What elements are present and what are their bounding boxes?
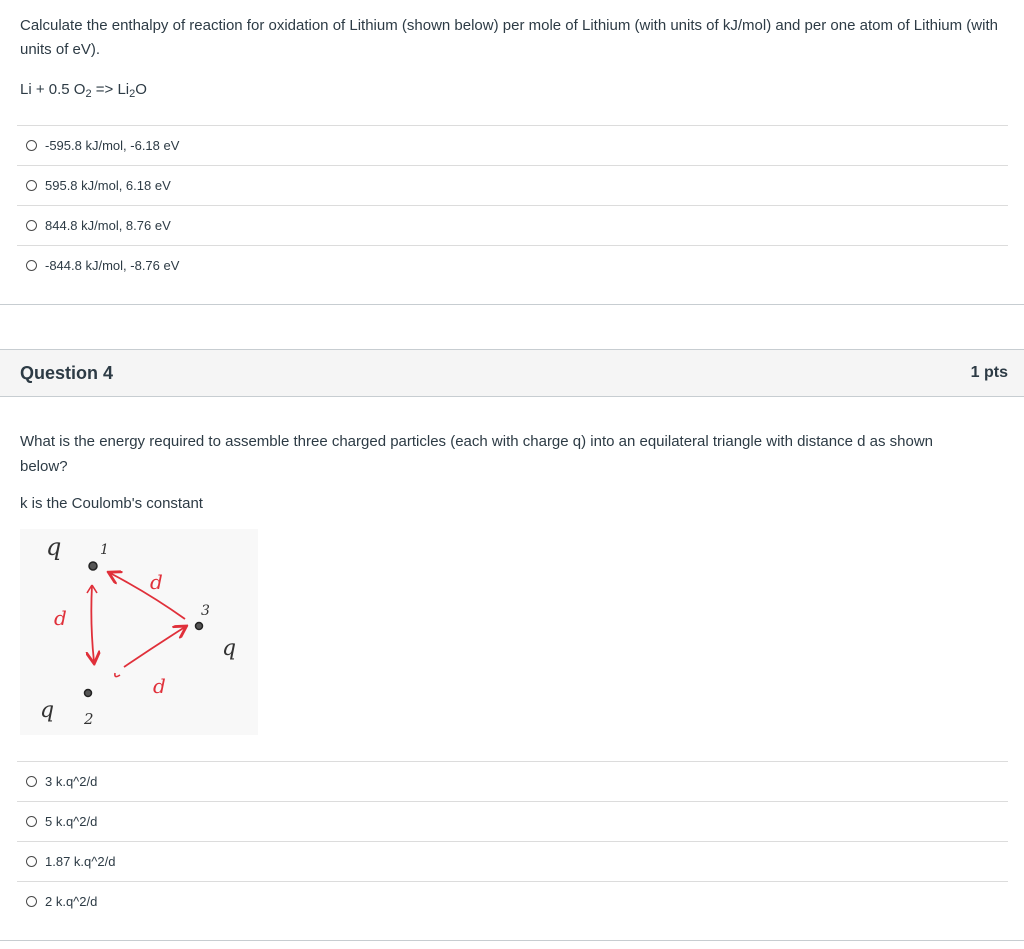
- radio-button[interactable]: [26, 856, 37, 867]
- arrow-tail-mark: [115, 673, 120, 677]
- diagram-svg: [20, 529, 258, 735]
- question-divider: [0, 940, 1024, 941]
- answer-option[interactable]: [17, 761, 1008, 801]
- arrow-3-to-1: [110, 573, 185, 619]
- radio-button[interactable]: [26, 180, 37, 191]
- triangle-charge-diagram: [20, 529, 258, 735]
- answer-option[interactable]: [17, 165, 1008, 205]
- question-3-prompt: Calculate the enthalpy of reaction for oxidation of Lithium (shown below) per mole of Lithium (with units of kJ/mol) and per one atom of Lithium (with units of eV).: [20, 17, 998, 58]
- reaction-equation: [20, 78, 147, 102]
- equation-part-3: O: [135, 81, 147, 98]
- equation-part-2: => Li: [91, 81, 130, 98]
- label-d-top: d: [150, 570, 163, 594]
- equation-subscript-2: 2: [129, 88, 136, 100]
- question-divider: [0, 304, 1024, 305]
- answer-option[interactable]: [17, 801, 1008, 841]
- label-q2: q: [40, 698, 55, 723]
- radio-button[interactable]: [26, 816, 37, 827]
- radio-button[interactable]: [26, 776, 37, 787]
- particle-2: [85, 690, 92, 697]
- label-n2: 2: [84, 710, 94, 728]
- label-n1: 1: [100, 542, 109, 558]
- equation-subscript-1: 2: [85, 88, 92, 100]
- question-4-prompt: What is the energy required to assemble three charged particles (each with charge q) into an equilateral triangle with distance d as shown below?: [20, 433, 934, 475]
- answer-label: 5 k.q^2/d: [45, 814, 98, 829]
- answer-label: 595.8 kJ/mol, 6.18 eV: [45, 178, 171, 193]
- answer-option[interactable]: [17, 245, 1008, 285]
- label-q1: q: [46, 533, 62, 561]
- radio-button[interactable]: [26, 260, 37, 271]
- equation-part-1: Li + 0.5 O: [20, 81, 86, 98]
- label-d-left: d: [54, 606, 67, 630]
- radio-button[interactable]: [26, 220, 37, 231]
- particle-3: [196, 623, 203, 630]
- question-4-title: Question 4: [20, 363, 114, 383]
- arrow-2-to-3: [124, 627, 185, 667]
- radio-button[interactable]: [26, 896, 37, 907]
- label-q3: q: [222, 636, 237, 661]
- answer-option[interactable]: [17, 881, 1008, 921]
- radio-button[interactable]: [26, 140, 37, 151]
- question-4-header: [0, 349, 1024, 397]
- answer-option[interactable]: [17, 125, 1008, 165]
- answer-label: -844.8 kJ/mol, -8.76 eV: [45, 258, 180, 273]
- answer-option[interactable]: [17, 205, 1008, 245]
- answer-label: -595.8 kJ/mol, -6.18 eV: [45, 138, 180, 153]
- arrow-1-to-2: [91, 585, 94, 662]
- label-d-bottom: d: [153, 674, 166, 698]
- answer-option[interactable]: [17, 841, 1008, 881]
- question-4-answers: [17, 761, 1008, 921]
- label-n3: 3: [201, 603, 210, 619]
- question-4-points: 1 pts: [970, 364, 1008, 381]
- question-3-answers: [17, 125, 1008, 285]
- answer-label: 844.8 kJ/mol, 8.76 eV: [45, 218, 171, 233]
- answer-label: 3 k.q^2/d: [45, 774, 98, 789]
- answer-label: 1.87 k.q^2/d: [45, 854, 116, 869]
- answer-label: 2 k.q^2/d: [45, 894, 98, 909]
- particle-1: [89, 562, 97, 570]
- coulomb-constant-note: k is the Coulomb's constant: [20, 495, 203, 512]
